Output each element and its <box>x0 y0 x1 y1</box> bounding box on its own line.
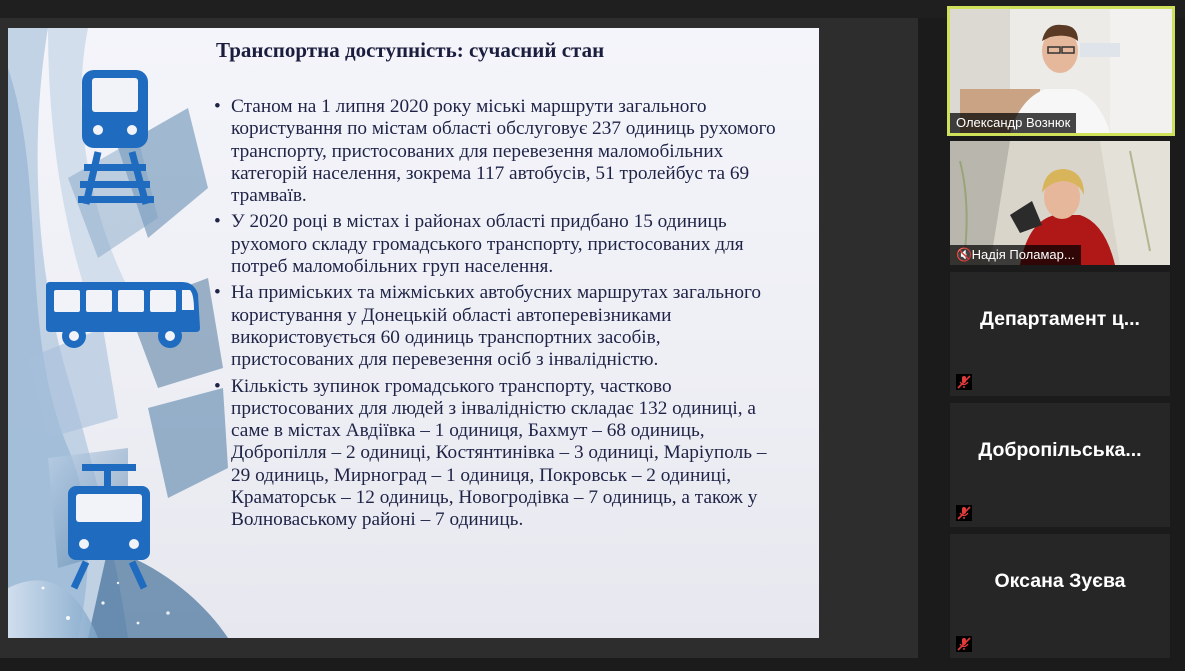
participant-name: Надія Поламар... <box>971 247 1075 262</box>
bullet-marker: • <box>214 96 221 117</box>
train-icon <box>78 68 154 208</box>
participant-name-bar <box>950 245 1081 265</box>
muted-mic-icon <box>956 374 972 390</box>
participant-tile[interactable] <box>950 403 1170 527</box>
bullet-text: Кількість зупинок громадського транспорту, частково пристосованих для людей з інвалідністю складає 132 одиниці, а саме в містах Авдіївка – 1 одиниця, Бахмут – 68 одиниць, Добропілля – 2 одиниці, Костянтинівка – 3 одиниці, Маріуполь – 29 одиниць, Мирноград – 1 одиниця, Покровськ – 2 одиниці, Краматорськ – 12 одиниць, Новогродівка – 7 одиниць, а також у Волноваському районі – 7 одиниць. <box>231 375 767 531</box>
bullet-text: У 2020 році в містах і районах області придбано 15 одиниць рухомого складу громадського транспорту, пристосованих для потреб маломобільних груп населення. <box>231 211 744 278</box>
bullet-text: На приміських та міжміських автобусних маршрутах загального користування у Донецькій області автоперевізниками використовується 60 одиниць транспортних засобів, пристосованих для перевезення осіб з інвалідністю. <box>231 282 762 371</box>
muted-mic-icon <box>956 505 972 521</box>
bullet-text: Станом на 1 липня 2020 року міські маршрути загального користування по містам області обслуговує 237 одиниць рухомого транспорту, пристосованих для перевезення маломобільних категорій населення, зокрема 117 автобусів, 51 тролейбус та 69 трамваїв. <box>231 96 776 207</box>
muted-mic-icon <box>956 636 972 652</box>
participant-name: Добропільська... <box>978 439 1142 461</box>
bullet-item <box>212 376 787 532</box>
bullet-marker: • <box>214 282 221 304</box>
bullet-marker: • <box>214 211 221 233</box>
participant-name: Олександр Вознюк <box>950 113 1076 133</box>
bullet-list <box>212 96 787 536</box>
bullet-marker: • <box>214 375 221 397</box>
participant-tile[interactable] <box>950 141 1170 265</box>
presentation-slide <box>8 28 819 638</box>
bullet-item <box>212 96 787 207</box>
bullet-item <box>212 282 787 371</box>
muted-mic-icon: 🔇 <box>956 247 973 262</box>
bullet-item <box>212 211 787 278</box>
slide-title: Транспортна доступність: сучасний стан <box>216 38 605 62</box>
participant-name: Департамент ц... <box>980 308 1140 330</box>
participant-tile[interactable] <box>950 272 1170 396</box>
tram-icon <box>64 464 154 592</box>
participant-tile[interactable] <box>950 534 1170 658</box>
bus-icon <box>44 280 204 352</box>
participant-name: Оксана Зуєва <box>994 570 1126 592</box>
participant-tile-active-speaker[interactable] <box>947 6 1175 136</box>
